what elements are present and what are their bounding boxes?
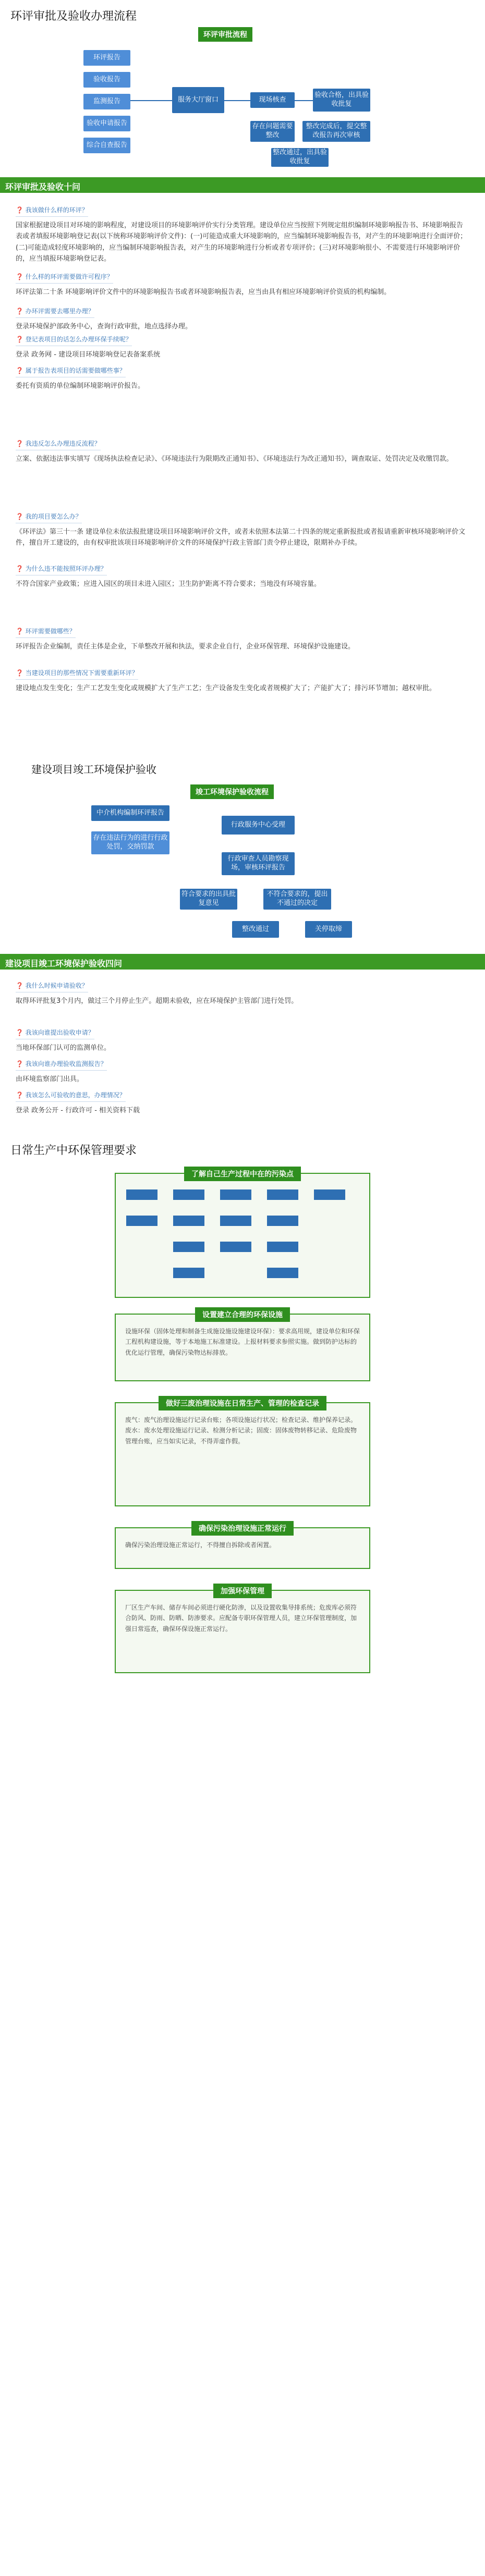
qa-item (16, 980, 469, 1007)
flow-step-5: 符合要求的出具批复意见 (180, 889, 237, 910)
qa-item (16, 1089, 469, 1116)
qa-item (16, 204, 469, 265)
diagram-node (220, 1242, 251, 1252)
qa-item (16, 1058, 469, 1085)
flow-tag: 竣工环境保护验收流程 (190, 784, 274, 799)
panel-facilities (115, 1311, 370, 1381)
flow-step-3: 行政服务中心受理 (222, 816, 295, 835)
flow-input-1: 环评报告 (83, 50, 130, 66)
qa-answer: 由环境监察部门出具。 (16, 1075, 84, 1083)
qa-item (16, 563, 469, 590)
qa-question: ❓ 我什么时候申请验收？ (16, 981, 88, 992)
flow-input-2: 验收报告 (83, 72, 130, 88)
flow-connector (224, 100, 250, 101)
page-title: 环评审批及验收办理流程 (10, 10, 137, 23)
qa-answer: 委托有资质的单位编制环境影响评价报告。 (16, 382, 145, 390)
panel-text: 厂区生产车间、储存车间必须进行硬化防渗，以及设置收集导排系统；危废库必须符合防风、防雨、防晒、防渗要求。应配备专职环保管理人员，建立环保管理制度，加强日常巡查，确保环保设施正常运行。 (125, 1604, 357, 1633)
qa-question: ❓ 当建设项目的那些情况下需要重新环评？ (16, 668, 138, 680)
diagram-node (314, 1189, 345, 1200)
panel-operation (115, 1527, 370, 1569)
panel-management (115, 1587, 370, 1673)
qa-question: ❓ 我的项目要怎么办？ (16, 512, 82, 523)
panel-title: 加强环保管理 (213, 1584, 272, 1598)
panel-title: 了解自己生产过程中在的污染点 (184, 1167, 301, 1181)
flow-step-1: 中介机构编制环评报告 (91, 805, 169, 821)
qa-question: ❓ 环评需要做哪些？ (16, 627, 76, 638)
flow-fix-done: 整改完成后，提交整改报告再次审核 (302, 121, 370, 142)
diagram-node (267, 1268, 298, 1278)
acceptance-flowchart (86, 784, 399, 946)
qa-answer: 登录 政务公开 - 行政许可 - 相关资料下载 (16, 1107, 140, 1114)
panel-text: 确保污染治理设施正常运行，不得擅自拆除或者闲置。 (125, 1541, 276, 1549)
qa-question: ❓ 我该向谁办理验收监测报告？ (16, 1059, 107, 1071)
diagram-node (173, 1242, 204, 1252)
qa-item (16, 438, 469, 464)
diagram-node (173, 1216, 204, 1226)
panel-title: 做好三废治理设施在日常生产、管理的检查记录 (159, 1396, 326, 1410)
qa-answer: 国家根据建设项目对环境的影响程度，对建设项目的环境影响评价实行分类管理。建设单位应当按照下列规定组织编制环境影响报告书、环境影响报告表或者填报环境影响登记表(以下统称环境影响评价文件)：(一)可能造成重大环境影响的，应当编制环境影响报告书，对产生的环境影响进行全面评价；(二)可能造成轻度环境影响的，应当编制环境影响报告表，对产生的环境影响进行分析或者专项评价；(三)对环境影响很小、不需要进行环境影响评价的，应当填报环境影响登记表。 (16, 222, 467, 263)
diagram-node (126, 1189, 157, 1200)
qa-question: ❓ 属于报告表项目的话需要做哪些事？ (16, 366, 126, 377)
qa-question: ❓ 我该向谁提出验收申请？ (16, 1028, 94, 1039)
flow-step-4: 行政审查人员勘察现场，审核环评报告 (222, 852, 295, 875)
section4-title: 日常生产中环保管理要求 (10, 1144, 137, 1157)
qa-answer: 立案、依据违法事实填写《现场执法检查记录》、《环境违法行为限期改正通知书》、《环境违法行为改正通知书》，调查取证、处罚决定及收缴罚款。 (16, 455, 453, 463)
flow-fix-result: 整改通过，出具验收批复 (271, 148, 329, 167)
panel-records (115, 1402, 370, 1506)
qa-item (16, 305, 469, 332)
qa-item (16, 365, 469, 391)
qa-question: ❓ 我该做什么样的环评？ (16, 205, 88, 217)
qa-item (16, 1027, 469, 1053)
diagram-node (126, 1216, 157, 1226)
flow-input-4: 验收申请报告 (83, 116, 130, 131)
qa-item (16, 334, 469, 360)
flow-step-7: 整改通过 (232, 921, 279, 938)
diagram-node (220, 1189, 251, 1200)
section2-title: 建设项目竣工环境保护验收 (31, 763, 156, 776)
flow-review: 现场核查 (250, 92, 295, 108)
diagram-node (267, 1189, 298, 1200)
flow-step-8: 关停取缔 (305, 921, 352, 938)
flow-input-5: 综合自查报告 (83, 138, 130, 153)
diagram-node (173, 1189, 204, 1200)
panel-text: 废气：废气治理设施运行记录台账；各项设施运行状况；检查记录、维护保养记录。废水：废水处理设施运行记录、检测分析记录；固废：固体废物转移记录、危险废物管理台账，应当如实记录，不得弄虚作假。 (125, 1416, 357, 1445)
panel-text: 设施环保（固体处理和制备生成施设施设施建设环保）：要求高用规，建设单位和环保工程机构建设施，等于本地施工标准建设。上报材料要求参照实施。做到防护达标的优化运行管理，确保污染物达标排放。 (125, 1328, 360, 1356)
qa-item (16, 271, 469, 298)
qa-answer: 环评报告企业编制，责任主体是企业，下单整改开展和执法，要求企业自行，企业环保管理、环境保护设施建设。 (16, 643, 355, 651)
flow-step-6: 不符合要求的，提出不通过的决定 (263, 889, 331, 910)
qa-answer: 登录环境保护部政务中心，查询行政审批，地点选择办理。 (16, 323, 192, 330)
section3-band: 建设项目竣工环境保护验收四问 (0, 954, 485, 970)
flow-fix-plan: 存在问题需要整改 (250, 121, 295, 142)
panel-title: 确保污染治理设施正常运行 (191, 1521, 294, 1536)
diagram-node (267, 1242, 298, 1252)
qa-answer: 取得环评批复3个月内，做过三个月停止生产。超期未验收，应在环境保护主管部门进行处罚。 (16, 997, 298, 1005)
flow-step-2: 存在违法行为的进行行政处罚，交纳罚款 (91, 831, 169, 854)
qa-item (16, 511, 469, 549)
flow-approve: 验收合格，出具验收批复 (313, 89, 370, 112)
qa-question: ❓ 什么样的环评需要做许可程序？ (16, 272, 113, 284)
approval-flowchart (78, 27, 417, 168)
flow-connector (130, 100, 172, 101)
qa-item (16, 625, 469, 652)
panel-title: 设置建立合理的环保设施 (195, 1307, 290, 1322)
qa-question: ❓ 为什么违不能按照环评办理？ (16, 564, 107, 575)
qa-question: ❓ 我违反怎么办理违反流程？ (16, 439, 101, 450)
qa-answer: 登录 政务网 - 建设项目环境影响登记表备案系统 (16, 351, 161, 359)
diagram-node (173, 1268, 204, 1278)
panel-pollution-points (115, 1170, 370, 1298)
flow-connector (295, 100, 313, 101)
section1-band: 环评审批及验收十问 (0, 177, 485, 193)
flow-tag: 环评审批流程 (198, 27, 252, 42)
qa-question: ❓ 办环评需要去哪里办理？ (16, 306, 94, 318)
qa-answer: 环评法第二十条 环境影响评价文件中的环境影响报告书或者环境影响报告表，应当由具有相应环境影响评价资质的机构编制。 (16, 288, 391, 296)
flow-input-3: 监测报告 (83, 94, 130, 109)
qa-answer: 当地环保部门认可的监测单位。 (16, 1044, 111, 1052)
qa-question: ❓ 登记表项目的话怎么办理环保手续呢？ (16, 335, 132, 346)
qa-answer: 建设地点发生变化；生产工艺发生变化或规模扩大了生产工艺；生产设备发生变化或者规模扩大了；产能扩大了；排污环节增加；越权审批。 (16, 684, 436, 692)
qa-answer: 《环评法》第三十一条 建设单位未依法报批建设项目环境影响评价文件，或者未依照本法第二十四条的规定重新报批或者报请重新审核环境影响评价文件，擅自开工建设的，由有权审批该项目环境影响评价文件的环境保护行政主管部门责令停止建设，限期补办手续。 (16, 528, 466, 547)
qa-item (16, 667, 469, 694)
diagram-node (267, 1216, 298, 1226)
qa-answer: 不符合国家产业政策；应进入园区的项目未进入园区；卫生防护距离不符合要求；当地没有环境容量。 (16, 580, 321, 588)
qa-question: ❓ 我该怎么可验收的意思，办理情况？ (16, 1090, 126, 1102)
diagram-node (220, 1216, 251, 1226)
flow-window: 服务大厅窗口 (172, 87, 224, 113)
